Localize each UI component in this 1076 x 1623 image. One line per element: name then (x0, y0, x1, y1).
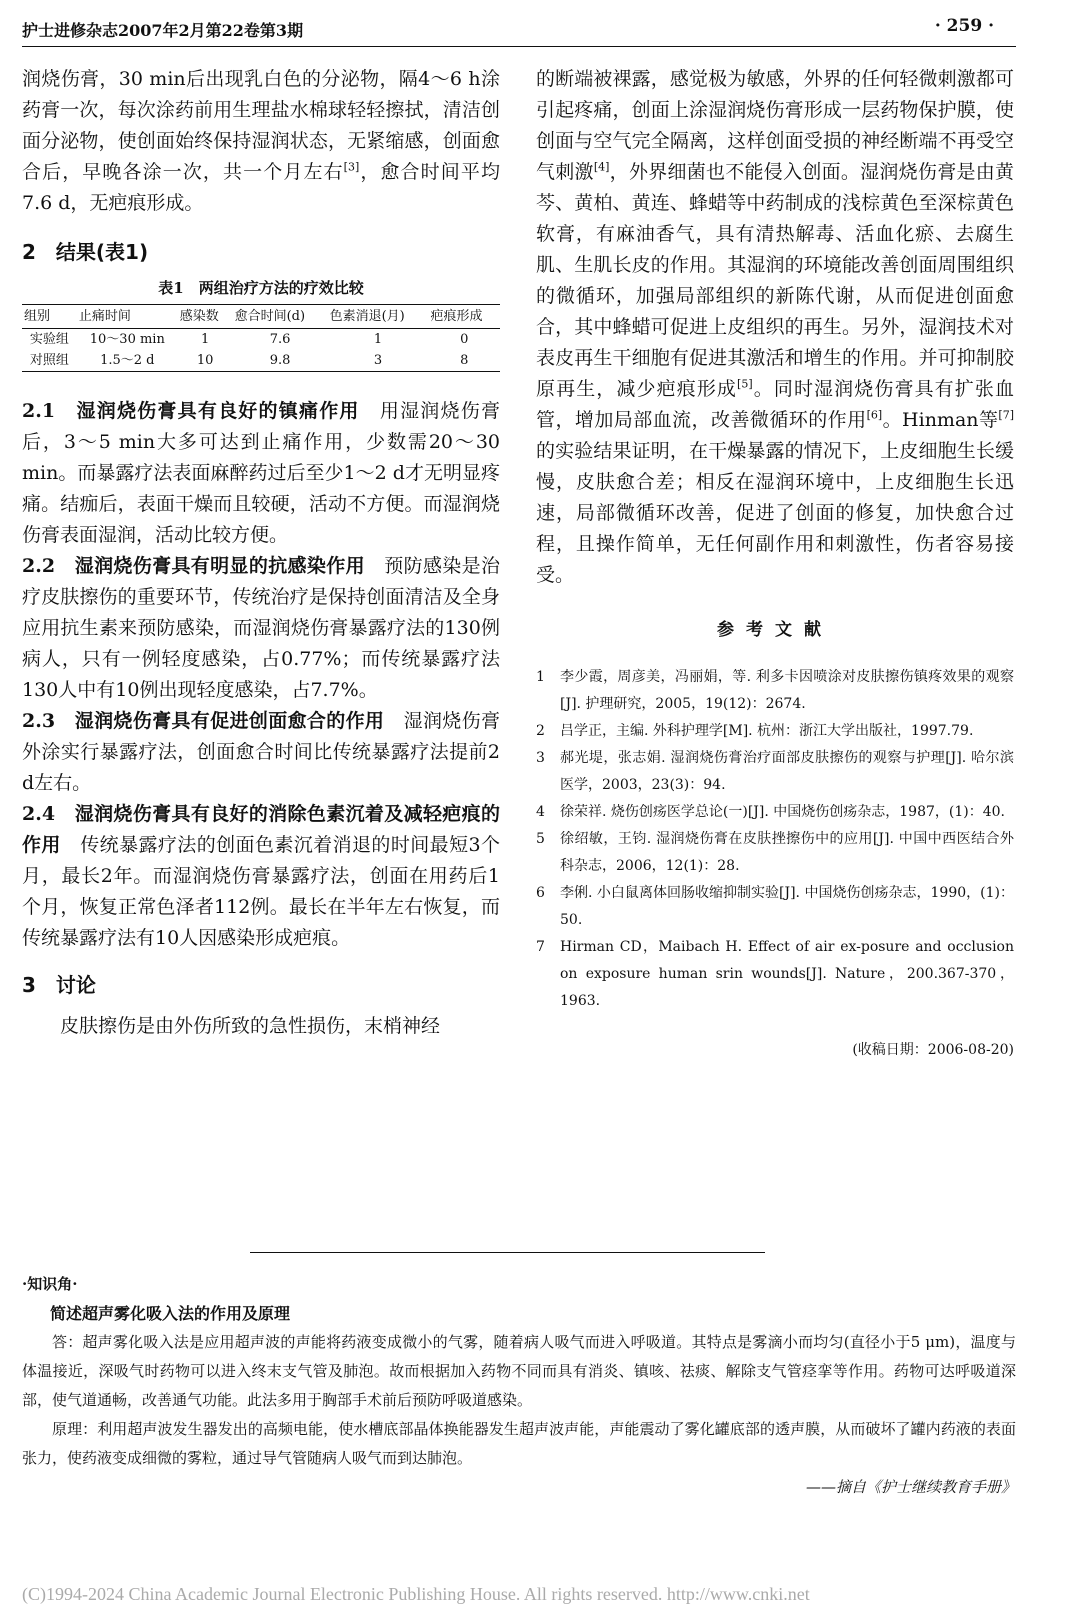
reference-number: 6 (536, 885, 545, 901)
table-cell: 10 (178, 350, 233, 372)
section-3-title: 3 讨论 (22, 973, 96, 997)
section-2-4-body: 传统暴露疗法的创面色素沉着消退的时间最短3个月，最长2年。而湿润烧伤膏暴露疗法，创面在用药后1个月，恢复正常色泽者112例。最长在半年左右恢复，而传统暴露疗法有10人因感染形成疤痕。 (22, 834, 500, 949)
section-2-3-body: 湿润烧伤膏外涂实行暴露疗法，创面愈合时间比传统暴露疗法提前2 d左右。 (22, 710, 500, 794)
discussion-paragraph: 皮肤擦伤是由外伤所致的急性损伤，末梢神经 (60, 1015, 441, 1037)
reference-item (536, 799, 1014, 826)
table-row (22, 329, 500, 351)
section-divider (250, 1252, 765, 1253)
knowledge-corner-title: 简述超声雾化吸入法的作用及原理 (50, 1304, 291, 1323)
section-2-3 (22, 706, 500, 799)
section-2-2-body: 预防感染是治疗皮肤擦伤的重要环节，传统治疗是保持创面清洁及全身应用抗生素来预防感染，而湿润烧伤膏暴露疗法的130例病人，只有一例轻度感染，占0.77%；而传统暴露疗法130人中有10例出现轻度感染，占7.7%。 (22, 555, 500, 701)
table-cell: 1 (373, 332, 383, 347)
table-caption: 表1 两组治疗方法的疗效比较 (158, 279, 364, 297)
table-header-cell: 色素消退(月) (328, 305, 429, 329)
table-header-row (22, 305, 500, 329)
knowledge-corner-label: ·知识角· (22, 1275, 78, 1293)
method-text: 润烧伤膏，30 min后出现乳白色的分泌物，隔4～6 h涂药膏一次，每次涂药前用生理盐水棉球轻轻擦拭，清洁创面分泌物，使创面始终保持湿润状态，无紧缩感，创面愈合后，早晚各涂一次，共一个月左右 (22, 68, 500, 183)
table-cell: 0 (460, 332, 469, 347)
section-2-1-body: 用湿润烧伤膏后，3～5 min大多可达到止痛作用，少数需20～30 min。而暴露疗法表面麻醉药过后至少1～2 d才无明显疼痛。结痂后，表面干燥而且较硬，活动不方便。而湿润烧伤膏表面湿润，活动比较方便。 (22, 400, 500, 546)
knowledge-source: ——摘自《护士继续教育手册》 (805, 1478, 1016, 1496)
section-2-4-heading: 2.4 湿润烧伤膏具有良好的消除色素沉着及减轻疤痕的作用 (22, 803, 500, 856)
table-row (22, 350, 500, 372)
table-cell: 7.6 (269, 332, 291, 347)
reference-text: 徐绍敏，王钧. 湿润烧伤膏在皮肤挫擦伤中的应用[J]. 中国中西医结合外科杂志，2006，12(1)：28. (560, 831, 1014, 874)
header-rule (22, 46, 1016, 47)
reference-text: 李少霞，周彦美，冯丽娟，等. 利多卡因喷涂对皮肤擦伤镇疼效果的观察[J]. 护理研究，2005，19(12)：2674. (560, 669, 1014, 712)
discussion-text: 。同时湿润烧伤膏具有扩张血管，增加局部血流，改善微循环的作用 (536, 378, 1014, 431)
table-header-cell: 感染数 (178, 305, 233, 329)
reference-number: 2 (536, 723, 545, 739)
knowledge-principle: 原理：利用超声波发生器发出的高频电能，使水槽底部晶体换能器发生超声波声能，声能震动了雾化罐底部的透声膜，从而破坏了罐内药液的表面张力，使药液变成细微的雾粒，通过导气管随病人吸气而到达肺泡。 (22, 1420, 1016, 1467)
table-header-cell: 愈合时间(d) (233, 305, 328, 329)
reference-text: 郝光堤，张志娟. 湿润烧伤膏治疗面部皮肤擦伤的观察与护理[J]. 哈尔滨医学，2003，23(3)：94. (560, 750, 1014, 793)
reference-text: 徐荣祥. 烧伤创疡医学总论(一)[J]. 中国烧伤创疡杂志，1987，(1)：40. (560, 804, 1005, 820)
reference-item (536, 934, 1014, 1015)
table-cell: 10～30 min (89, 332, 165, 347)
reference-item (536, 664, 1014, 718)
reference-text: Hirman CD，Maibach H. Effect of air ex-posure and occlusion on exposure human srin wounds[J]. Nature，200.367-370，1963. (560, 939, 1014, 1009)
section-2-2-heading: 2.2 湿润烧伤膏具有明显的抗感染作用 (22, 555, 365, 577)
table-header-cell: 组别 (22, 305, 77, 329)
reference-number: 3 (536, 750, 545, 766)
page-number: · 259 · (934, 16, 994, 36)
citation-4: [4] (593, 160, 610, 174)
reference-number: 4 (536, 804, 545, 820)
reference-number: 7 (536, 939, 545, 955)
table-header-cell: 疤痕形成 (429, 305, 500, 329)
section-2-1 (22, 396, 500, 551)
references-title: 参考文献 (717, 620, 833, 640)
reference-item (536, 745, 1014, 799)
reference-item (536, 826, 1014, 880)
table-cell: 实验组 (29, 332, 69, 347)
reference-item (536, 718, 1014, 745)
reference-item (536, 880, 1014, 934)
discussion-text: 的实验结果证明，在干燥暴露的情况下，上皮细胞生长缓慢，皮肤愈合差；相反在湿润环境中，上皮细胞生长迅速，局部微循环改善，促进了创面的修复，加快愈合过程，且操作简单，无任何副作用和刺激性，伤者容易接受。 (536, 440, 1014, 586)
citation-7: [7] (998, 408, 1014, 422)
right-column (536, 64, 1014, 1066)
reference-number: 1 (536, 669, 545, 685)
table-cell: 1 (201, 332, 210, 347)
table-cell: 对照组 (22, 350, 77, 372)
results-table (22, 304, 500, 372)
citation-6: [6] (866, 408, 883, 422)
method-text-end: ，愈合时间平均7.6 d，无疤痕形成。 (22, 161, 500, 214)
left-column (22, 64, 500, 1042)
discussion-text: ，外界细菌也不能侵入创面。湿润烧伤膏是由黄芩、黄柏、黄连、蜂蜡等中药制成的浅棕黄色至深棕黄色软膏，有麻油香气，具有清热解毒、活血化瘀、去腐生肌、生肌长皮的作用。其湿润的环境能改善创面周围组织的微循环，加强局部组织的新陈代谢，从而促进创面愈合，其中蜂蜡可促进上皮组织的再生。另外，湿润技术对表皮再生干细胞有促进其激活和增生的作用。并可抑制胶原再生，减少疤痕形成 (536, 161, 1014, 400)
knowledge-corner (22, 1270, 1016, 1502)
method-paragraph-end (22, 64, 500, 219)
citation-3: [3] (343, 160, 360, 174)
discussion-text: 。Hinman等 (882, 409, 999, 431)
received-date: (收稿日期：2006-08-20) (852, 1042, 1014, 1058)
section-2-3-heading: 2.3 湿润烧伤膏具有促进创面愈合的作用 (22, 710, 385, 732)
section-2-title: 2 结果(表1) (22, 240, 149, 264)
discussion-continued (536, 64, 1014, 591)
section-2-4 (22, 799, 500, 954)
section-2-2 (22, 551, 500, 706)
discussion-text: 的断端被裸露，感觉极为敏感，外界的任何轻微刺激都可引起疼痛，创面上涂湿润烧伤膏形成一层药物保护膜，使创面与空气完全隔离，这样创面受损的神经断端不再受空气刺激 (536, 68, 1014, 183)
citation-5: [5] (737, 377, 753, 391)
knowledge-answer: 答：超声雾化吸入法是应用超声波的声能将药液变成微小的气雾，随着病人吸气而进入呼吸道。其特点是雾滴小而均匀(直径小于5 μm)，温度与体温接近，深吸气时药物可以进入终末支气管及肺泡。故而根据加入药物不同而具有消炎、镇咳、祛痰、解除支气管痉挛等作用。药物可达呼吸道深部，使气道通畅，改善通气功能。此法多用于胸部手术前后预防呼吸道感染。 (22, 1333, 1016, 1409)
journal-header: 护士进修杂志2007年2月第22卷第3期 (22, 21, 304, 40)
section-2-1-heading: 2.1 湿润烧伤膏具有良好的镇痛作用 (22, 400, 360, 422)
table-cell: 3 (328, 350, 429, 372)
table-cell: 8 (429, 350, 500, 372)
table-cell: 9.8 (233, 350, 328, 372)
reference-list (536, 664, 1014, 1015)
reference-text: 李俐. 小白鼠离体回肠收缩抑制实验[J]. 中国烧伤创疡杂志，1990，(1)：50. (560, 885, 1014, 928)
table-cell: 1.5～2 d (77, 350, 178, 372)
reference-text: 吕学正，主编. 外科护理学[M]. 杭州：浙江大学出版社，1997.79. (560, 723, 974, 739)
table-header-cell: 止痛时间 (77, 305, 178, 329)
reference-number: 5 (536, 831, 545, 847)
copyright-footer: (C)1994-2024 China Academic Journal Electronic Publishing House. All rights reserved. http://www.cnki.net (22, 1584, 810, 1604)
